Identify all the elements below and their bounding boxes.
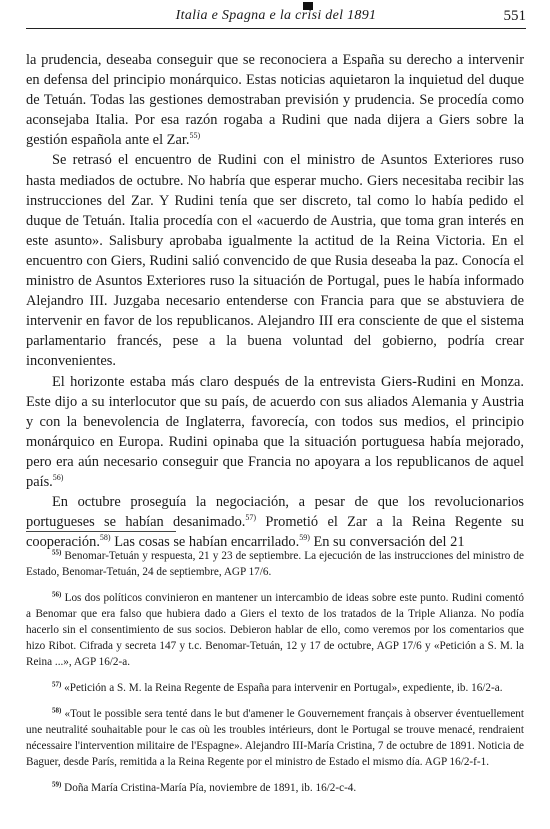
paragraph-2: [26, 150, 524, 371]
footnote-text: «Tout le possible sera tenté dans le but d'amener le Gouvernement français à observer éventuellement une neutralité souhaitable pour le cas où les troubles intérieurs, dont le Portugal se trouve menacé, rendraient nécessaire l'intervention militaire de l'Espagne». Alejandro III-María Cristina, 7 de octubre de 1891. Noticia de Baguer, desde París, remitida a la Reina Regente por el ministro de Estado el mismo día. AGP 16/2-f-1.: [26, 708, 524, 768]
footnote-number: 57): [52, 680, 62, 689]
footnote-number: 55): [52, 548, 62, 557]
paragraph-4-text-c: Las cosas se habían encarrilado.: [110, 534, 300, 551]
paragraph-4-text-b: Prometió el Zar a la Reina Regente su cooperación.: [26, 514, 524, 551]
footnote-56: [26, 590, 524, 670]
footnote-rule: [26, 531, 176, 532]
footnote-text: Doña María Cristina-María Pía, noviembre de 1891, ib. 16/2-c-4.: [64, 782, 357, 794]
footnote-ref-58: 58): [99, 533, 111, 543]
paragraph-2-text: Se retrasó el encuentro de Rudini con el ministro de Asuntos Exteriores ruso hasta mediados de octubre. No habría que esperar mucho. Giers necesitaba recibir las instrucciones del Zar. Y Rudini tenía que ser discreto, tal como lo había pedido el duque de Tetuán. Italia procedía con el «acuerdo de Austria, que toma gran interés en este asunto». Salisbury aprobaba igualmente la actitud de la Reina Victoria. En el encuentro con Giers, Rudini salió convencido de que Rusia deseaba la paz. Conocía el ministro de Asuntos Exteriores ruso la situación de Portugal, pues le había informado Alejandro III. Juzgaba necesario entenderse con Francia para que se abstuviera de intervenir en favor de los republicanos. Alejandro III era consciente de que el sistema parlamentario francés, pese a la buena voluntad del gobierno, podría crear inconvenientes.: [26, 152, 524, 370]
paragraph-4-text-d: En su conversación del 21: [309, 534, 465, 551]
paragraph-3: [26, 372, 524, 493]
footnote-number: 56): [52, 590, 62, 599]
page-number: 551: [503, 8, 526, 24]
footnote-55: [26, 548, 524, 580]
running-title: Italia e Spagna e la crisi del 1891: [175, 8, 377, 23]
footnotes: [26, 548, 524, 806]
footnote-59: [26, 780, 524, 796]
paragraph-3-text: El horizonte estaba más claro después de la entrevista Giers-Rudini en Monza. Este dijo a su interlocutor que su país, de acuerdo con sus aliados Alemania y Austria y con la benevolencia de Inglaterra, favorecía, con todos sus medios, el principio monárquico en Europa. Rudini opinaba que la situación portuguesa había mejorado, pero era aún necesario conseguir que Francia no apoyara a los republicanos de aquel país.: [26, 373, 524, 490]
footnote-number: 58): [52, 706, 62, 715]
paragraph-1: [26, 50, 524, 150]
page-header: [26, 8, 526, 29]
footnote-ref-55: 55): [189, 131, 201, 141]
footnote-57: [26, 680, 524, 696]
footnote-ref-59: 59): [299, 533, 310, 543]
paragraph-1-text: la prudencia, deseaba conseguir que se reconociera a España su derecho a intervenir en defensa del principio monárquico. Estas noticias aquietaron la inquietud del duque de Tetuán. Todas las gestiones demostraban previsión y prudencia. Se procedía como aconsejaba Italia. Por esa razón rogaba a Rudini que nada dijera a Giers sobre la gestión española ante el Zar.: [26, 52, 524, 149]
body-text: [26, 50, 524, 552]
paragraph-4: [26, 492, 524, 552]
paragraph-4-text-a: En octubre proseguía la negociación, a pesar de que los revolucionarios portugueses se habían desanimado.: [26, 494, 524, 531]
footnote-text: Benomar-Tetuán y respuesta, 21 y 23 de septiembre. La ejecución de las instrucciones del ministro de Estado, Benomar-Tetuán, 24 de septiembre, AGP 17/6.: [26, 550, 524, 578]
footnote-ref-57: 57): [245, 513, 257, 523]
footnote-58: [26, 706, 524, 770]
footnote-ref-56: 56): [52, 473, 64, 483]
footnote-text: «Petición a S. M. la Reina Regente de España para intervenir en Portugal», expediente, ib. 16/2-a.: [64, 682, 503, 694]
footnote-number: 59): [52, 780, 62, 789]
footnote-text: Los dos políticos convinieron en mantener un intercambio de ideas sobre este punto. Rudini comentó a Benomar que era falso que hubiera dado a Giers el texto de los tratados de la Triple Alianza. No podía hacerlo sin el consentimiento de sus socios. Debieron hablar de ello, como veremos por los comentarios que hizo Ribot. Cifrada y secreta 147 y t.c. Benomar-Tetuán, 12 y 17 de octubre, AGP 17/6 y «Petición a S. M. la Reina ...», AGP 16/2-a.: [26, 592, 524, 668]
